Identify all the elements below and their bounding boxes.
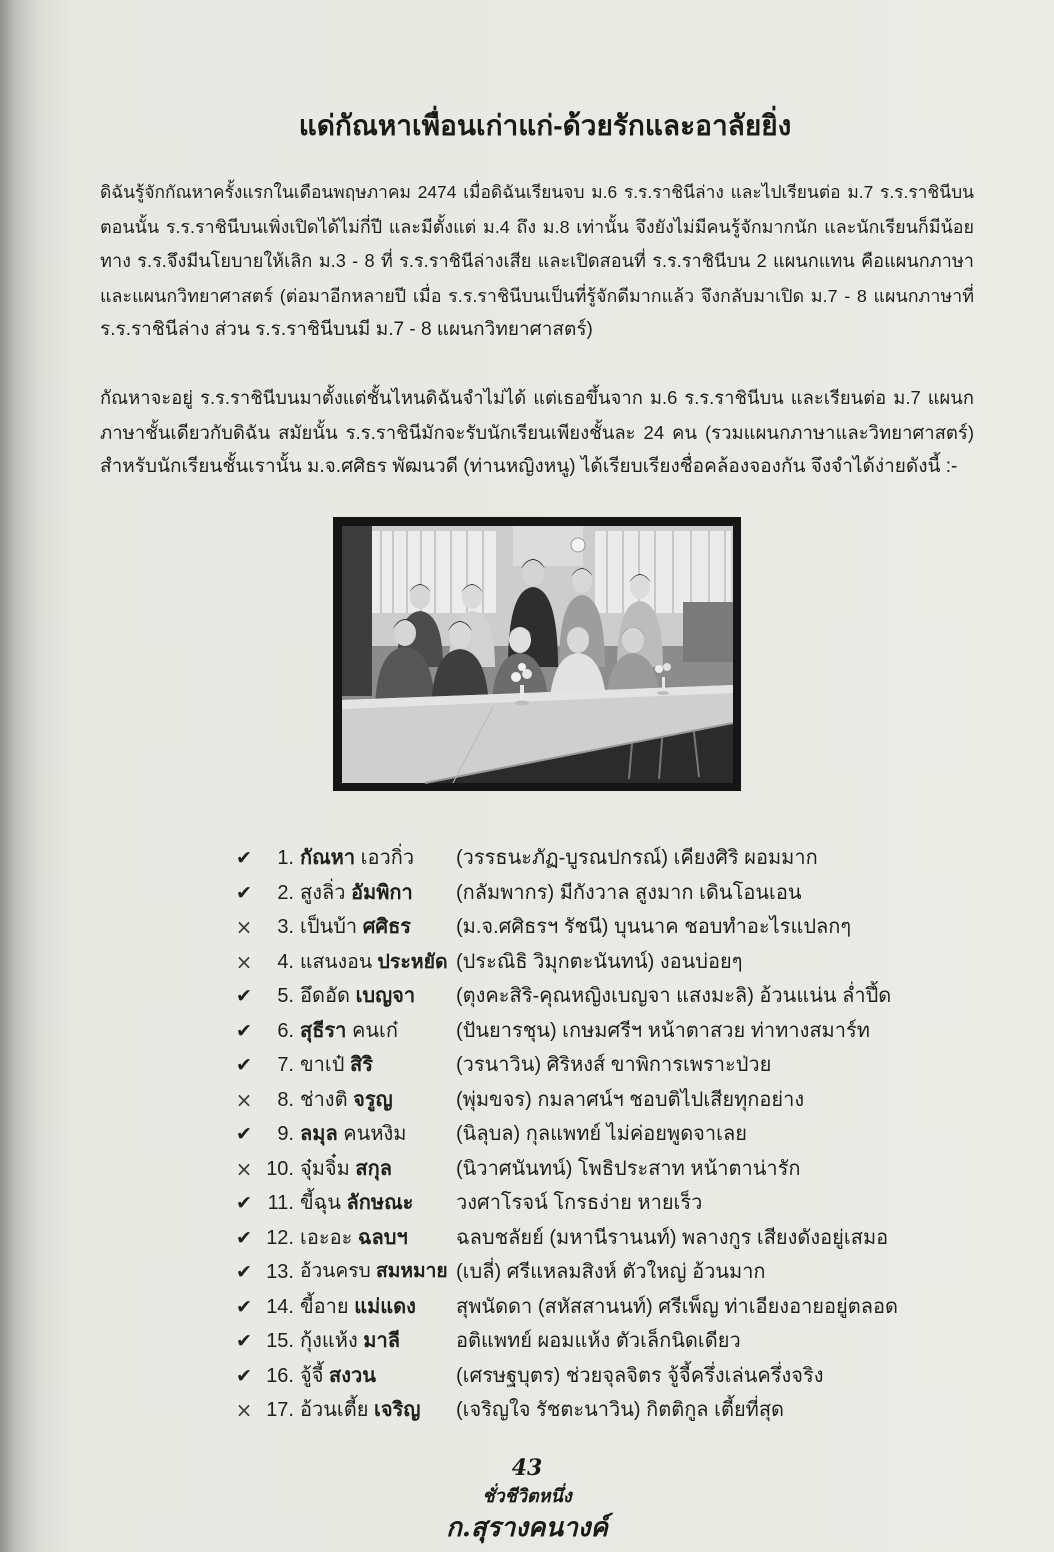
name-word: คนหงิม xyxy=(343,1123,407,1145)
list-item xyxy=(230,1359,1010,1394)
name-word: ฉลบฯ xyxy=(357,1226,408,1249)
book-title: ชั่วชีวิตหนึ่ง xyxy=(482,1486,572,1507)
list-item xyxy=(230,841,1010,876)
item-number: 14. xyxy=(266,1295,294,1318)
paragraph-line-text: และแผนกวิทยาศาสตร์ (ต่อมาอีกหลายปี เมื่อ ร.ร.ราชินีบนเป็นที่รู้จักดีมากแล้ว จึงกลับมาเปิด ม.7 - 8 แผนกภาษาที่ xyxy=(100,285,974,306)
item-number: 15. xyxy=(266,1330,294,1352)
name-word: อึดอัด xyxy=(300,985,350,1007)
item-description: (ม.จ.ศศิธรฯ รัชนี) บุนนาค ชอบทำอะไรแปลกๆ xyxy=(456,916,852,938)
check-mark-icon: ✔ xyxy=(236,1261,252,1283)
paragraph-line xyxy=(100,175,976,210)
cross-mark-icon: × xyxy=(235,1087,253,1112)
paragraph-line-text: ภาษาชั้นเดียวกับดิฉัน สมัยนั้น ร.ร.ราชินีมักจะรับนักเรียนเพียงชั้นละ 24 คน (รวมแผนกภาษาและวิทยาศาสตร์) xyxy=(100,421,974,443)
item-description: วงศาโรจน์ โกรธง่าย หายเร็ว xyxy=(456,1192,703,1214)
item-number: 10. xyxy=(266,1157,294,1180)
rhyme-name xyxy=(300,1359,376,1394)
rhyme-name xyxy=(300,1117,406,1152)
check-mark-icon: ✔ xyxy=(236,1192,252,1214)
name-word: เอะอะ xyxy=(300,1226,353,1249)
item-description: (ประณิธิ วิมุกตะนันทน์) งอนบ่อยๆ xyxy=(456,950,743,973)
item-number: 16. xyxy=(266,1364,294,1387)
list-item xyxy=(230,910,1010,945)
check-mark-icon: ✔ xyxy=(236,1123,252,1145)
name-word: อ้วนเตี้ย xyxy=(300,1399,369,1421)
paragraph-line xyxy=(100,279,976,314)
name-word: กัณหา xyxy=(300,847,356,869)
name-word: จุ๋มจิ๋ม xyxy=(300,1157,350,1180)
cross-mark-icon: × xyxy=(235,949,253,974)
rhyme-name xyxy=(300,1255,448,1290)
list-item xyxy=(230,1393,1010,1428)
rhyme-name xyxy=(300,1152,392,1187)
page-title xyxy=(100,106,990,146)
rhyme-name xyxy=(300,1083,393,1118)
rhyme-name xyxy=(300,1014,398,1049)
item-number: 5. xyxy=(277,985,294,1007)
list-item xyxy=(230,1221,1010,1256)
name-word: คนเก๋ xyxy=(351,1019,398,1042)
paragraph-line-text: กัณหาจะอยู่ ร.ร.ราชินีบนมาตั้งแต่ชั้นไหนดิฉันจำไม่ได้ แต่เธอขึ้นจาก ม.6 ร.ร.ราชินีบน และเรียนต่อ ม.7 แผนก xyxy=(100,387,974,408)
paragraph-line xyxy=(100,244,976,279)
item-number: 17. xyxy=(266,1399,294,1421)
item-description: ฉลบชลัยย์ (มหานีรานนท์) พลางกูร เสียงดังอยู่เสมอ xyxy=(456,1226,889,1249)
list-item xyxy=(230,1290,1010,1325)
item-description: อติแพทย์ ผอมแห้ง ตัวเล็กนิดเดียว xyxy=(456,1330,741,1352)
paragraph-line-text: ตอนนั้น ร.ร.ราชินีบนเพิ่งเปิดได้ไม่กี่ปี และมีตั้งแต่ ม.4 ถึง ม.8 เท่านั้น จึงยังไม่มีคนรู้จักมากนัก และนักเรียนก็มีน้อย xyxy=(100,216,974,237)
page-number: 43 xyxy=(511,1455,543,1481)
item-number: 11. xyxy=(267,1192,294,1214)
item-number: 12. xyxy=(266,1226,294,1249)
classmate-list xyxy=(230,841,1010,1428)
name-word: สกุล xyxy=(355,1157,392,1180)
name-word: เจริญ xyxy=(374,1399,421,1421)
name-word: สิริ xyxy=(350,1054,373,1076)
check-mark-icon: ✔ xyxy=(236,1364,252,1387)
paragraph-2 xyxy=(100,381,976,485)
check-mark-icon: ✔ xyxy=(236,985,252,1007)
item-number: 8. xyxy=(277,1088,294,1111)
paragraph-line-text: ร.ร.ราชินีล่าง ส่วน ร.ร.ราชินีบนมี ม.7 - 8 แผนกวิทยาศาสตร์) xyxy=(100,319,593,340)
paragraph-line xyxy=(100,450,976,485)
list-item xyxy=(230,1255,1010,1290)
name-word: ลมุล xyxy=(300,1123,338,1145)
rhyme-name xyxy=(300,979,415,1014)
name-word: ศศิธร xyxy=(362,916,412,938)
check-mark-icon: ✔ xyxy=(236,1054,252,1076)
name-word: สมหมาย xyxy=(376,1261,448,1282)
item-number: 7. xyxy=(277,1054,294,1076)
paragraph-line-text: สำหรับนักเรียนชั้นเรานั้น ม.จ.ศศิธร พัฒนวดี (ท่านหญิงหนู) ได้เรียบเรียงชื่อคล้องจองกัน จึงจำได้ง่ายดังนี้ :- xyxy=(100,456,958,477)
item-number: 1. xyxy=(277,847,294,869)
name-word: อ้วนครบ xyxy=(300,1261,371,1282)
name-word: สูงลิ่ว xyxy=(300,881,346,904)
item-description: สุพนัดดา (สหัสสานนท์) ศรีเพ็ญ ท่าเอียงอายอยู่ตลอด xyxy=(456,1295,899,1318)
rhyme-name xyxy=(300,876,413,911)
item-description: (พุ่มขจร) กมลาศน์ฯ ชอบติไปเสียทุกอย่าง xyxy=(456,1088,805,1111)
group-photo-image xyxy=(333,517,741,791)
item-description: (กลัมพากร) มีกังวาล สูงมาก เดินโอนเอน xyxy=(456,881,802,904)
paragraph-line-text: ดิฉันรู้จักกัณหาครั้งแรกในเดือนพฤษภาคม 2474 เมื่อดิฉันเรียนจบ ม.6 ร.ร.ราชินีล่าง และไปเรียนต่อ ม.7 ร.ร.ราชินีบน xyxy=(100,182,974,202)
check-mark-icon: ✔ xyxy=(236,1019,252,1042)
list-item xyxy=(230,876,1010,911)
paragraph-line xyxy=(100,381,976,416)
name-word: จู้จี้ xyxy=(300,1364,324,1387)
paragraph-line xyxy=(100,416,976,451)
list-item xyxy=(230,1186,1010,1221)
item-number: 9. xyxy=(277,1123,294,1145)
check-mark-icon: ✔ xyxy=(236,1226,252,1249)
wall-lamp xyxy=(571,538,585,552)
name-word: จรูญ xyxy=(353,1088,393,1111)
rhyme-name xyxy=(300,1324,400,1359)
item-description: (นิลุบล) กุลแพทย์ ไม่ค่อยพูดจาเลย xyxy=(456,1123,747,1145)
name-word: สุธีรา xyxy=(300,1019,347,1042)
item-number: 4. xyxy=(277,950,294,973)
item-description: (ตุงคะสิริ-คุณหญิงเบญจา แสงมะลิ) อ้วนแน่น ล่ำปึ้ด xyxy=(456,985,892,1007)
name-word: เบญจา xyxy=(355,985,416,1007)
author-name: ก.สุรางคนางค์ xyxy=(446,1513,608,1543)
name-word: อัมพิกา xyxy=(351,881,413,904)
rhyme-name xyxy=(300,1221,408,1256)
name-word: มาลี xyxy=(363,1330,400,1352)
check-mark-icon: ✔ xyxy=(236,881,252,904)
name-word: ขาเป๋ xyxy=(300,1054,345,1076)
paragraph-line-text: ทาง ร.ร.จึงมีนโยบายให้เลิก ม.3 - 8 ที่ ร.ร.ราชินีล่างเสีย และเปิดสอนที่ ร.ร.ราชินีบน 2 แผนกแทน คือแผนกภาษา xyxy=(100,251,974,271)
item-description: (วรนาวิน) ศิริหงส์ ขาพิการเพราะป่วย xyxy=(456,1054,772,1076)
name-word: ขี้อาย xyxy=(300,1295,349,1318)
rhyme-name xyxy=(300,1393,420,1428)
rhyme-name xyxy=(300,1048,373,1083)
rhyme-name xyxy=(300,910,411,945)
page-title-text: แด่กัณหาเพื่อนเก่าแก่-ด้วยรักและอาลัยยิ่ง xyxy=(298,110,792,141)
cross-mark-icon: × xyxy=(235,1398,253,1422)
list-item xyxy=(230,1152,1010,1187)
item-description: (เบลี่) ศรีแหลมสิงห์ ตัวใหญ่ อ้วนมาก xyxy=(456,1261,766,1283)
rhyme-name xyxy=(300,841,414,876)
cross-mark-icon: × xyxy=(235,1156,253,1181)
list-item xyxy=(230,1117,1010,1152)
list-item xyxy=(230,1014,1010,1049)
rhyme-name xyxy=(300,945,448,980)
name-word: สงวน xyxy=(329,1364,376,1387)
name-word: ช่างติ xyxy=(300,1088,348,1111)
name-word: ลักษณะ xyxy=(346,1192,414,1214)
item-description: (วรรธนะภัฏ-บูรณปกรณ์) เคียงศิริ ผอมมาก xyxy=(456,847,818,869)
name-word: ประหยัด xyxy=(377,950,448,973)
list-item xyxy=(230,1048,1010,1083)
item-description: (ปันยารชุน) เกษมศรีฯ หน้าตาสวย ท่าทางสมาร์ท xyxy=(456,1019,870,1042)
name-word: กุ้งแห้ง xyxy=(300,1330,358,1352)
list-item xyxy=(230,945,1010,980)
list-item xyxy=(230,979,1010,1014)
cross-mark-icon: × xyxy=(235,915,253,939)
item-number: 6. xyxy=(277,1019,294,1042)
name-word: เป็นบ้า xyxy=(300,916,358,938)
list-item xyxy=(230,1324,1010,1359)
item-description: (เศรษฐบุตร) ช่วยจุลจิตร จู้จี้ครึ่งเล่นครึ่งจริง xyxy=(456,1364,824,1387)
rhyme-name xyxy=(300,1290,416,1325)
item-number: 3. xyxy=(277,916,294,938)
rhyme-name xyxy=(300,1186,413,1221)
list-item xyxy=(230,1083,1010,1118)
paragraph-line xyxy=(100,313,976,348)
item-description: (นิวาศนันทน์) โพธิประสาท หน้าตาน่ารัก xyxy=(456,1157,801,1180)
name-word: แสนงอน xyxy=(300,950,373,973)
item-description: (เจริญใจ รัชตะนาวิน) กิตติกูล เตี้ยที่สุด xyxy=(456,1399,785,1421)
name-word: ขี้ฉุน xyxy=(300,1192,341,1214)
paragraph-1 xyxy=(100,175,976,348)
name-word: เอวกิ่ว xyxy=(360,847,415,869)
check-mark-icon: ✔ xyxy=(236,1295,252,1318)
item-number: 13. xyxy=(266,1261,294,1283)
check-mark-icon: ✔ xyxy=(236,1330,252,1352)
group-photo xyxy=(333,517,741,791)
item-number: 2. xyxy=(277,881,294,904)
paragraph-line xyxy=(100,210,976,245)
check-mark-icon: ✔ xyxy=(236,847,252,869)
name-word: แม่แดง xyxy=(354,1295,416,1318)
